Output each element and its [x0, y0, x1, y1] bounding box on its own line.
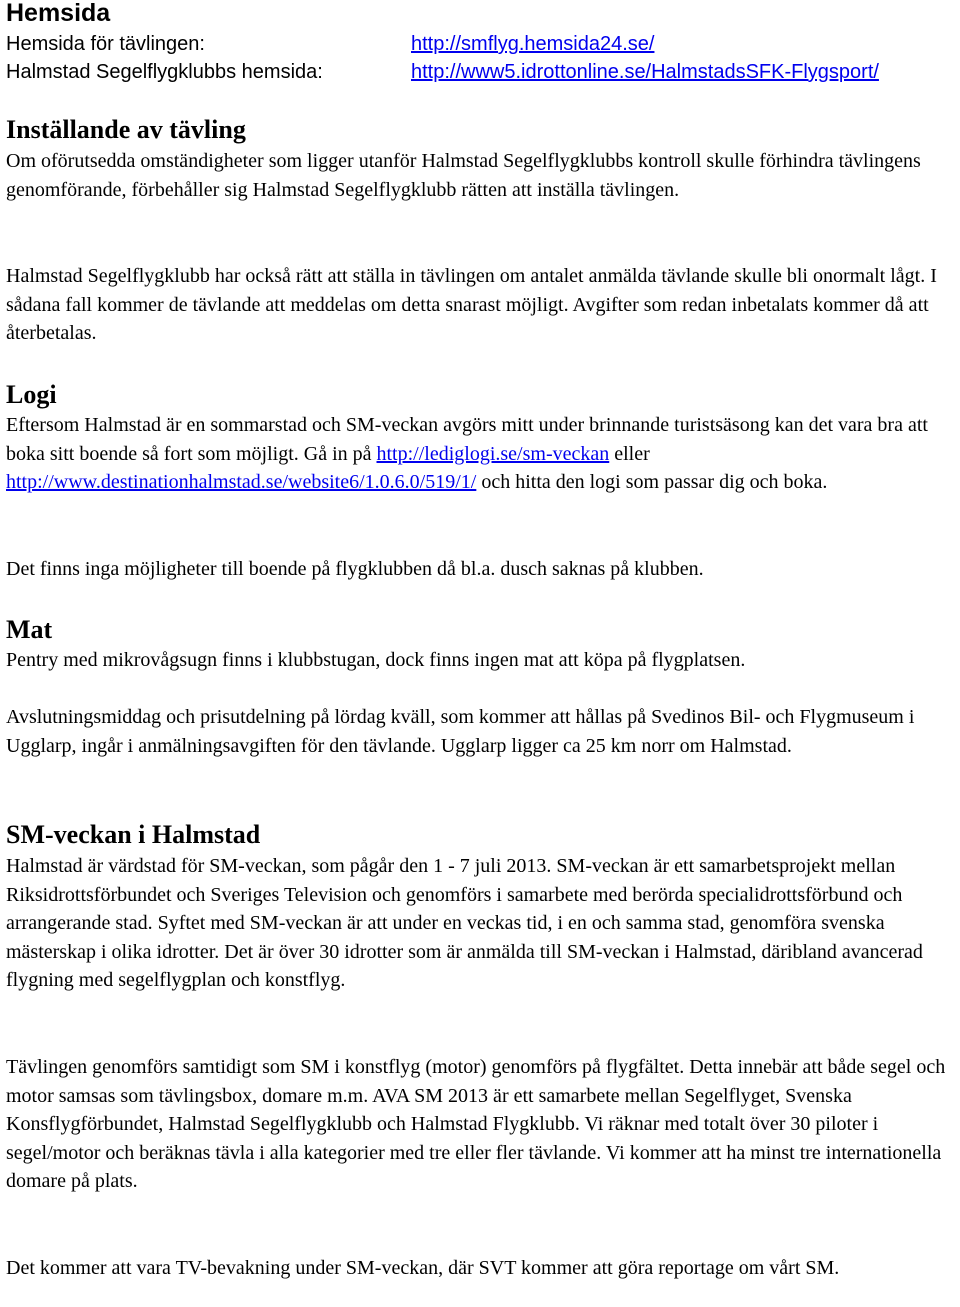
link-destinationhalmstad[interactable]: http://www.destinationhalmstad.se/website6/1.0.6.0/519/1/: [6, 471, 477, 494]
paragraph-logi-2: Det finns inga möjligheter till boende på flygklubben då bl.a. dusch saknas på klubben.: [6, 558, 704, 580]
logi-text-before: Eftersom Halmstad är en sommarstad och SM-veckan avgörs mitt under brinnande turistsäsong kan det vara bra att boka sitt boende så fort som möjligt. Gå in på: [6, 414, 928, 465]
website-label-club: Halmstad Segelflygklubbs hemsida:: [6, 61, 323, 83]
heading-mat: Mat: [6, 615, 53, 644]
heading-logi: Logi: [6, 380, 57, 409]
link-competition-website[interactable]: http://smflyg.hemsida24.se/: [411, 33, 655, 55]
logi-text-after: och hitta den logi som passar dig och boka.: [476, 471, 828, 494]
paragraph-smveckan-3: Det kommer att vara TV-bevakning under SM-veckan, där SVT kommer att göra reportage om vårt SM.: [6, 1257, 840, 1279]
paragraph-installande-1: Om oförutsedda omständigheter som ligger utanför Halmstad Segelflygklubbs kontroll skulle förhindra tävlingens genomförande, förbehåller sig Halmstad Segelflygklubb rätten att inställa tävlingen.: [6, 150, 921, 201]
link-lediglogi[interactable]: http://lediglogi.se/sm-veckan: [376, 442, 610, 465]
heading-smveckan: SM-veckan i Halmstad: [6, 820, 261, 849]
heading-hemsida: Hemsida: [6, 0, 111, 27]
paragraph-installande-2: Halmstad Segelflygklubb har också rätt att ställa in tävlingen om antalet anmälda tävlande skulle bli onormalt lågt. I sådana fall kommer de tävlande att meddelas om detta snarast möjligt. Avgifter som redan inbetalats kommer då att återbetalas.: [6, 265, 937, 345]
website-row-competition: [6, 30, 654, 58]
paragraph-logi-1: [6, 411, 954, 497]
website-row-club: [6, 58, 879, 86]
paragraph-mat-1: Pentry med mikrovågsugn finns i klubbstugan, dock finns ingen mat att köpa på flygplatsen.: [6, 649, 746, 671]
heading-installande: Inställande av tävling: [6, 115, 246, 144]
paragraph-smveckan-2: Tävlingen genomförs samtidigt som SM i konstflyg (motor) genomförs på flygfältet. Detta innebär att både segel och motor samsas som tävlingsbox, domare m.m. AVA SM 2013 är ett samarbete mellan Segelflyget, Svenska Konsflygförbundet, Halmstad Segelflygklubb och Halmstad Flygklubb. Vi räknar med totalt över 30 piloter i segel/motor och beräknas tävla i alla kategorier med tre eller fler tävlande. Vi kommer att ha minst tre internationella domare på plats.: [6, 1056, 946, 1193]
paragraph-smveckan-1: Halmstad är värdstad för SM-veckan, som pågår den 1 - 7 juli 2013. SM-veckan är ett samarbetsprojekt mellan Riksidrottsförbundet och Sveriges Television och genomförs i samarbete med berörda specialidrottsförbund och arrangerande stad. Syftet med SM-veckan är att under en veckas tid, i en och samma stad, genomföra svenska mästerskap i olika idrotter. Det är över 30 idrotter som är anmälda till SM-veckan i Halmstad, däribland avancerad flygning med segelflygplan och konstflyg.: [6, 855, 923, 992]
link-club-website[interactable]: http://www5.idrottonline.se/HalmstadsSFK-Flygsport/: [411, 61, 879, 83]
paragraph-mat-2: Avslutningsmiddag och prisutdelning på lördag kväll, som kommer att hållas på Svedinos Bil- och Flygmuseum i Ugglarp, ingår i anmälningsavgiften för den tävlande. Ugglarp ligger ca 25 km norr om Halmstad.: [6, 706, 915, 757]
website-label-competition: Hemsida för tävlingen:: [6, 33, 205, 55]
logi-text-mid: eller: [609, 442, 650, 465]
